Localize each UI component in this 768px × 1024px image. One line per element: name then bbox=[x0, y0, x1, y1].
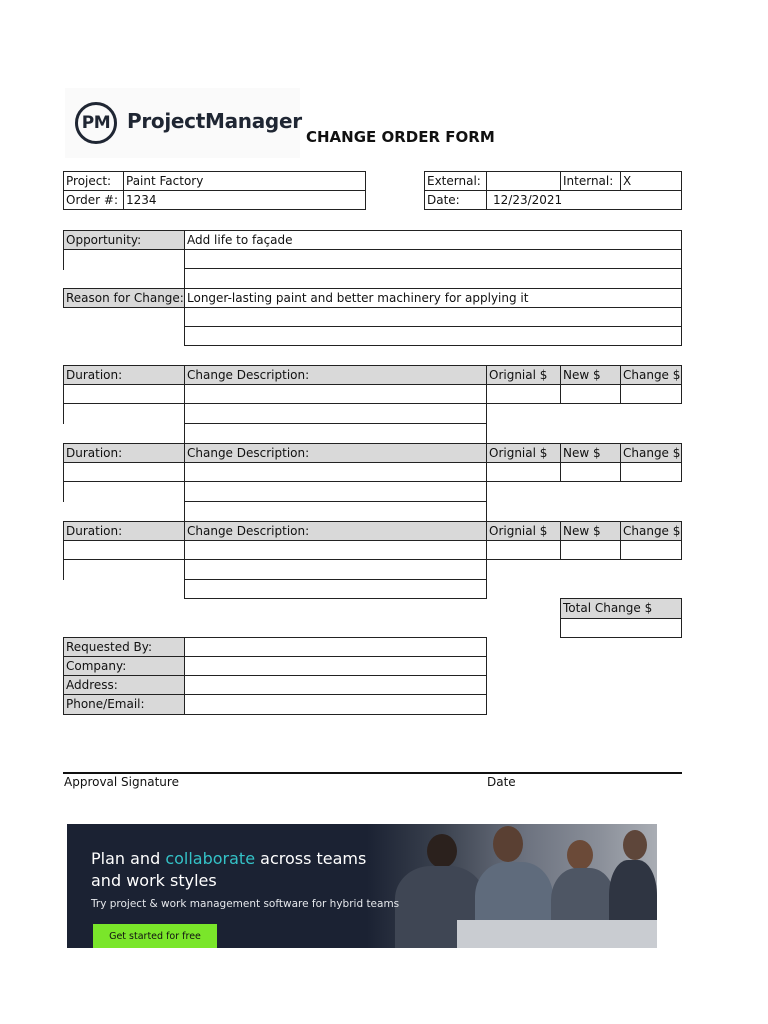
change-description-label: Change Description: bbox=[184, 365, 487, 385]
new-amount-label: New $ bbox=[560, 365, 621, 385]
new-amount-field[interactable] bbox=[560, 384, 621, 404]
change-amount-field[interactable] bbox=[620, 384, 682, 404]
original-amount-field[interactable] bbox=[486, 462, 561, 482]
change-description-line[interactable] bbox=[184, 501, 487, 522]
duration-spacer bbox=[63, 403, 185, 424]
form-title: CHANGE ORDER FORM bbox=[306, 128, 495, 146]
opportunity-line-1[interactable]: Add life to façade bbox=[184, 230, 682, 250]
new-amount-label: New $ bbox=[560, 521, 621, 541]
change-amount-field[interactable] bbox=[620, 462, 682, 482]
approval-signature-label: Approval Signature bbox=[64, 775, 179, 789]
original-amount-field[interactable] bbox=[486, 384, 561, 404]
company-label: Company: bbox=[63, 656, 185, 676]
total-change-field[interactable] bbox=[560, 618, 682, 638]
person-head bbox=[623, 830, 647, 860]
external-field[interactable] bbox=[486, 171, 561, 191]
logo-wordmark: ProjectManager bbox=[127, 109, 302, 133]
team-photo bbox=[367, 824, 657, 948]
external-label: External: bbox=[424, 171, 487, 191]
signature-date-label: Date bbox=[487, 775, 516, 789]
signature-line[interactable] bbox=[63, 772, 682, 774]
duration-label: Duration: bbox=[63, 443, 185, 463]
change-description-line[interactable] bbox=[184, 403, 487, 424]
change-amount-label: Change $ bbox=[620, 521, 682, 541]
original-amount-field[interactable] bbox=[486, 540, 561, 560]
change-description-line[interactable] bbox=[184, 559, 487, 580]
duration-field[interactable] bbox=[63, 540, 185, 560]
address-label: Address: bbox=[63, 675, 185, 695]
phone-email-field[interactable] bbox=[184, 694, 487, 715]
opportunity-line-2[interactable] bbox=[184, 249, 682, 269]
reason-line-3[interactable] bbox=[184, 326, 682, 346]
project-label: Project: bbox=[63, 171, 124, 191]
get-started-button[interactable]: Get started for free bbox=[93, 924, 217, 948]
duration-field[interactable] bbox=[63, 384, 185, 404]
phone-email-label: Phone/Email: bbox=[63, 694, 185, 715]
total-change-label: Total Change $ bbox=[560, 598, 682, 619]
person-head bbox=[567, 840, 593, 870]
original-amount-label: Orignial $ bbox=[486, 365, 561, 385]
company-field[interactable] bbox=[184, 656, 487, 676]
original-amount-label: Orignial $ bbox=[486, 443, 561, 463]
banner-headline-accent: collaborate bbox=[165, 849, 256, 868]
table-surface bbox=[457, 920, 657, 948]
duration-label: Duration: bbox=[63, 521, 185, 541]
order-number-field[interactable]: 1234 bbox=[123, 190, 366, 210]
new-amount-field[interactable] bbox=[560, 540, 621, 560]
change-amount-label: Change $ bbox=[620, 365, 682, 385]
opportunity-spacer bbox=[63, 249, 185, 270]
change-amount-label: Change $ bbox=[620, 443, 682, 463]
change-amount-field[interactable] bbox=[620, 540, 682, 560]
promo-banner[interactable] bbox=[67, 824, 657, 948]
change-description-line[interactable] bbox=[184, 481, 487, 502]
change-description-line[interactable] bbox=[184, 579, 487, 599]
reason-line-1[interactable]: Longer-lasting paint and better machinery for applying it bbox=[184, 288, 682, 308]
reason-label: Reason for Change: bbox=[63, 288, 185, 308]
projectmanager-logo bbox=[65, 88, 300, 158]
opportunity-line-3[interactable] bbox=[184, 268, 682, 289]
reason-line-2[interactable] bbox=[184, 307, 682, 327]
requested-by-field[interactable] bbox=[184, 637, 487, 657]
internal-field[interactable]: X bbox=[620, 171, 682, 191]
change-description-line[interactable] bbox=[184, 423, 487, 444]
date-field[interactable]: 12/23/2021 bbox=[486, 190, 682, 210]
banner-subtext: Try project & work management software for hybrid teams bbox=[91, 898, 400, 910]
change-description-line[interactable] bbox=[184, 462, 487, 482]
person-head bbox=[427, 834, 457, 868]
change-description-line[interactable] bbox=[184, 540, 487, 560]
change-description-line[interactable] bbox=[184, 384, 487, 404]
new-amount-field[interactable] bbox=[560, 462, 621, 482]
pm-monogram-icon: PM bbox=[75, 102, 117, 144]
duration-field[interactable] bbox=[63, 462, 185, 482]
banner-headline: Plan and collaborate across teams and work styles bbox=[91, 849, 367, 890]
duration-label: Duration: bbox=[63, 365, 185, 385]
original-amount-label: Orignial $ bbox=[486, 521, 561, 541]
change-description-label: Change Description: bbox=[184, 521, 487, 541]
date-label: Date: bbox=[424, 190, 487, 210]
new-amount-label: New $ bbox=[560, 443, 621, 463]
duration-spacer bbox=[63, 481, 185, 502]
change-description-label: Change Description: bbox=[184, 443, 487, 463]
person-head bbox=[493, 826, 523, 862]
opportunity-label: Opportunity: bbox=[63, 230, 185, 250]
address-field[interactable] bbox=[184, 675, 487, 695]
order-number-label: Order #: bbox=[63, 190, 124, 210]
project-field[interactable]: Paint Factory bbox=[123, 171, 366, 191]
requested-by-label: Requested By: bbox=[63, 637, 185, 657]
duration-spacer bbox=[63, 559, 185, 580]
internal-label: Internal: bbox=[560, 171, 621, 191]
